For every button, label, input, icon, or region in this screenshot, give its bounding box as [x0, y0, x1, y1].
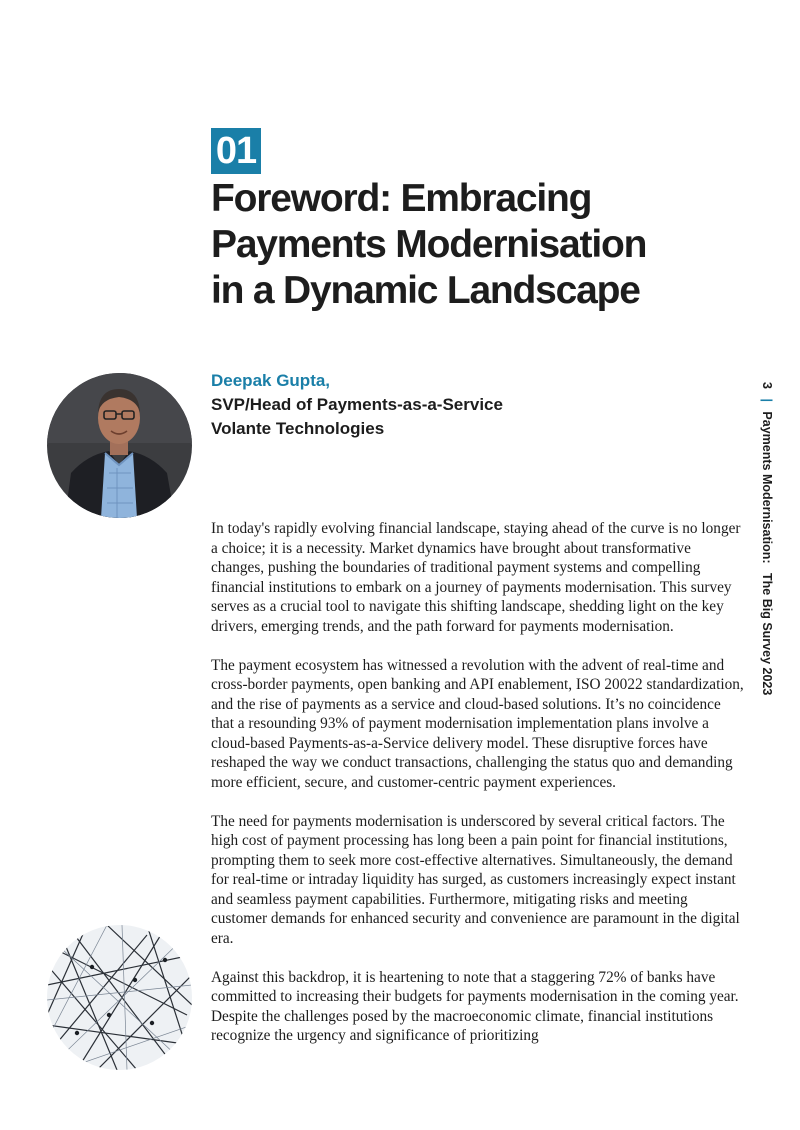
author-company: Volante Technologies	[211, 419, 385, 438]
author-photo	[47, 373, 192, 518]
publication-subtitle: The Big Survey 2023	[760, 573, 774, 696]
vertical-sidebar-label	[752, 382, 782, 712]
network-lines-image	[47, 925, 192, 1070]
foreword-body	[211, 519, 746, 1065]
title-line-2: Payments Modernisation	[211, 223, 647, 266]
network-illustration	[47, 925, 192, 1070]
title-line-1: Foreword: Embracing	[211, 177, 592, 220]
paragraph-4: Against this backdrop, it is heartening to note that a staggering 72% of banks have committed to increasing their budgets for payments modernisation in the coming year. Despite the challenges posed by the macroeconomic climate, financial institutions recognize the urgency and significance of prioritizing	[211, 968, 739, 1044]
publication-name: Payments Modernisation:	[760, 411, 774, 564]
author-name: Deepak Gupta,	[211, 371, 331, 390]
sidebar-separator: |	[760, 398, 774, 402]
title-line-3: in a Dynamic Landscape	[211, 269, 640, 312]
page-title	[211, 176, 681, 314]
chapter-number-badge: 01	[211, 128, 261, 174]
author-role: SVP/Head of Payments-as-a-Service	[211, 395, 503, 414]
paragraph-2: The payment ecosystem has witnessed a revolution with the advent of real-time and cross-border payments, open banking and API enablement, ISO 20022 standardization, and the rise of payments as a service and cloud-based solutions. It’s no coincidence that a resounding 93% of payment modernisation implementation plans involve a cloud-based Payments-as-a-Service delivery model. These disruptive forces have reshaped the way we conduct transactions, challenging the status quo and demanding more efficient, secure, and customer-centric payment experiences.	[211, 656, 744, 791]
author-portrait-image	[47, 373, 192, 518]
page-number: 3	[760, 382, 774, 389]
paragraph-1: In today's rapidly evolving financial landscape, staying ahead of the curve is no longer a choice; it is a necessity. Market dynamics have brought about transformative changes, pushing the boundaries of traditional payment systems and compelling financial institutions to embark on a journey of payments modernisation. This survey serves as a crucial tool to navigate this shifting landscape, shedding light on the key drivers, emerging trends, and the path forward for payments modernisation.	[211, 520, 741, 635]
paragraph-3: The need for payments modernisation is underscored by several critical factors. The high cost of payment processing has long been a pain point for financial institutions, prompting them to seek more cost-effective alternatives. Simultaneously, the demand for real-time or intraday liquidity has surged, as customers increasingly expect instant and seamless payment capabilities. Furthermore, mitigating risks and meeting customer demands for enhanced security and convenience are paramount in the digital era.	[211, 812, 740, 947]
